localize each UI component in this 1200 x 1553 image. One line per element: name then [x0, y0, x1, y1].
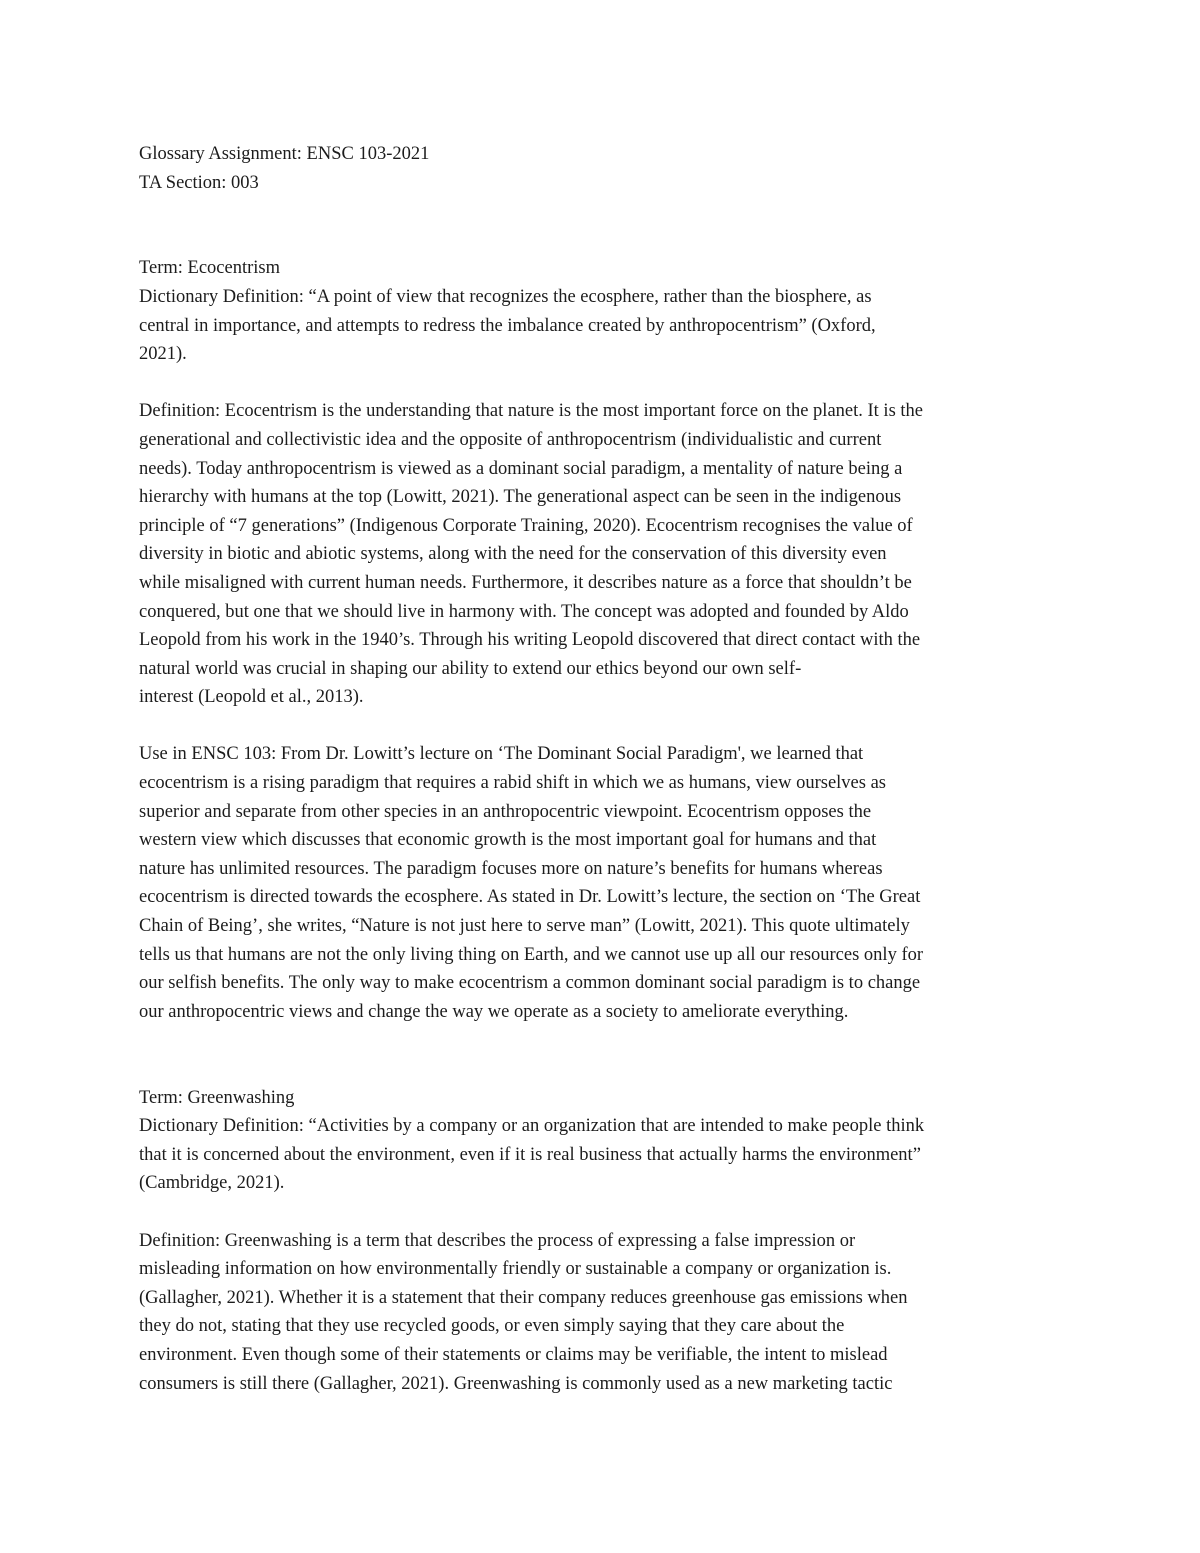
dictionary-definition — [139, 283, 1064, 369]
text-line: principle of “7 generations” (Indigenous Corporate Training, 2020). Ecocentrism recognises the value of — [139, 515, 913, 536]
text-line: that it is concerned about the environment, even if it is real business that actually harms the environment” — [139, 1144, 921, 1165]
definition-paragraph — [139, 1227, 1064, 1399]
spacer — [139, 1198, 1064, 1227]
text-line: central in importance, and attempts to redress the imbalance created by anthropocentrism” (Oxford, — [139, 315, 876, 336]
text-line: tells us that humans are not the only living thing on Earth, and we cannot use up all our resources only for — [139, 944, 924, 965]
text-line: environment. Even though some of their statements or claims may be verifiable, the intent to mislead — [139, 1344, 888, 1365]
text-line: 2021). — [139, 344, 187, 365]
text-line: Leopold from his work in the 1940’s. Through his writing Leopold discovered that direct contact with the — [139, 630, 921, 651]
assignment-title: Glossary Assignment: ENSC 103-2021 — [139, 144, 430, 164]
text-line: Chain of Being’, she writes, “Nature is not just here to serve man” (Lowitt, 2021). This quote ultimately — [139, 916, 910, 937]
text-line: interest (Leopold et al., 2013). — [139, 687, 364, 708]
ta-section: TA Section: 003 — [139, 172, 259, 193]
spacer — [139, 197, 1064, 226]
text-line: diversity in biotic and abiotic systems, along with the need for the conservation of this diversity even — [139, 544, 887, 565]
text-line: they do not, stating that they use recycled goods, or even simply saying that they care about the — [139, 1316, 845, 1337]
term-heading: Term: Ecocentrism — [139, 258, 280, 279]
spacer — [139, 1026, 1064, 1055]
text-line: our anthropocentric views and change the way we operate as a society to ameliorate everything. — [139, 1001, 849, 1022]
text-line: conquered, but one that we should live in harmony with. The concept was adopted and founded by Aldo — [139, 601, 909, 622]
term-entry-greenwashing — [139, 1084, 1064, 1399]
text-line: misleading information on how environmentally friendly or sustainable a company or organization is. — [139, 1259, 892, 1280]
text-line: Definition: Ecocentrism is the understanding that nature is the most important force on the planet. It is the — [139, 401, 924, 422]
text-line: (Gallagher, 2021). Whether it is a statement that their company reduces greenhouse gas emissions when — [139, 1287, 908, 1308]
use-in-course-paragraph — [139, 740, 1064, 1026]
spacer — [139, 369, 1064, 398]
text-line: (Cambridge, 2021). — [139, 1173, 285, 1194]
text-line: western view which discusses that economic growth is the most important goal for humans and that — [139, 830, 877, 851]
text-line: natural world was crucial in shaping our ability to extend our ethics beyond our own self- — [139, 658, 802, 679]
text-line: our selfish benefits. The only way to make ecocentrism a common dominant social paradigm is to change — [139, 973, 921, 994]
text-line: hierarchy with humans at the top (Lowitt, 2021). The generational aspect can be seen in the indigenous — [139, 487, 902, 508]
text-line: needs). Today anthropocentrism is viewed as a dominant social paradigm, a mentality of nature being a — [139, 458, 903, 479]
text-line: Dictionary Definition: “Activities by a company or an organization that are intended to make people think — [139, 1116, 925, 1137]
spacer — [139, 226, 1064, 255]
spacer — [139, 712, 1064, 741]
document-body — [139, 140, 1064, 1398]
text-line: consumers is still there (Gallagher, 2021). Greenwashing is commonly used as a new marketing tactic — [139, 1373, 893, 1394]
spacer — [139, 1055, 1064, 1084]
term-heading: Term: Greenwashing — [139, 1087, 295, 1108]
text-line: while misaligned with current human needs. Furthermore, it describes nature as a force that shouldn’t be — [139, 572, 912, 593]
dictionary-definition — [139, 1112, 1064, 1198]
text-line: nature has unlimited resources. The paradigm focuses more on nature’s benefits for humans whereas — [139, 858, 883, 879]
text-line: Definition: Greenwashing is a term that describes the process of expressing a false impression or — [139, 1230, 856, 1251]
text-line: ecocentrism is directed towards the ecosphere. As stated in Dr. Lowitt’s lecture, the section on ‘The Great — [139, 887, 921, 908]
definition-paragraph — [139, 397, 1064, 712]
term-entry-ecocentrism — [139, 254, 1064, 1026]
text-line: generational and collectivistic idea and the opposite of anthropocentrism (individualistic and current — [139, 429, 882, 450]
text-line: Use in ENSC 103: From Dr. Lowitt’s lecture on ‘The Dominant Social Paradigm', we learned that — [139, 744, 864, 765]
text-line: superior and separate from other species in an anthropocentric viewpoint. Ecocentrism opposes the — [139, 801, 872, 822]
text-line: Dictionary Definition: “A point of view that recognizes the ecosphere, rather than the biosphere, as — [139, 286, 872, 307]
text-line: ecocentrism is a rising paradigm that requires a rabid shift in which we as humans, view ourselves as — [139, 773, 886, 794]
